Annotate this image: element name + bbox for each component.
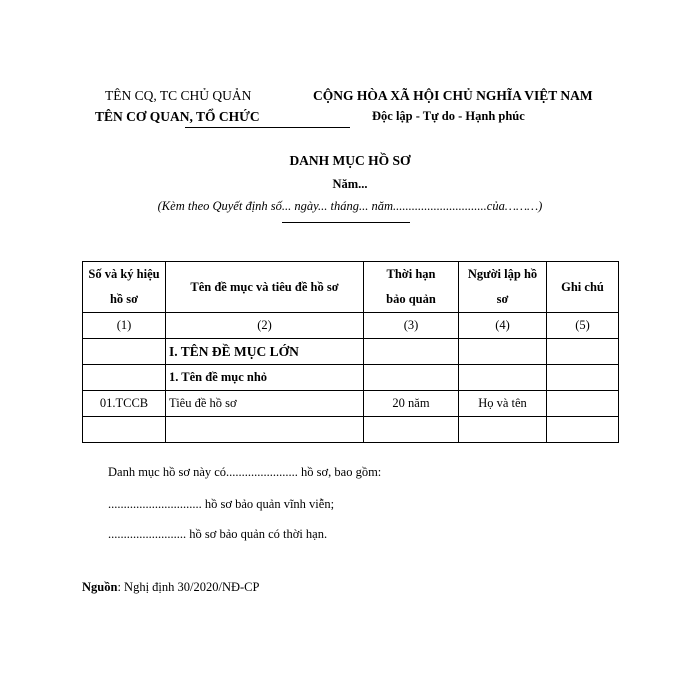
- table-row: [83, 417, 619, 443]
- agency-underline: [185, 127, 350, 128]
- summary-total: Danh mục hồ sơ này có....................... hồ sơ, bao gồm:: [108, 465, 382, 479]
- table-cell: [83, 417, 166, 443]
- table-cell: 20 năm: [364, 391, 459, 417]
- table-cell: [459, 417, 547, 443]
- national-motto: Độc lập - Tự do - Hạnh phúc: [372, 109, 525, 123]
- table-cell: [547, 391, 619, 417]
- column-number: (2): [166, 313, 364, 339]
- column-number: (4): [459, 313, 547, 339]
- source-text: : Nghị định 30/2020/NĐ-CP: [117, 580, 260, 594]
- table-row: [83, 339, 619, 365]
- summary-limited: ......................... hồ sơ bảo quản có thời hạn.: [108, 527, 328, 541]
- records-table: [82, 261, 619, 443]
- header-cell: Thời hạn bảo quản: [364, 262, 459, 313]
- table-cell: 01.TCCB: [83, 391, 166, 417]
- attached-decision: (Kèm theo Quyết định số... ngày... tháng... năm..............................của………): [157, 199, 543, 213]
- table-header-row: [83, 262, 619, 313]
- source-label: Nguồn: [82, 580, 118, 594]
- table-cell: [459, 339, 547, 365]
- header-cell: Số và ký hiệu hồ sơ: [83, 262, 166, 313]
- table-cell: [364, 417, 459, 443]
- table-cell: Tiêu đề hồ sơ: [166, 391, 364, 417]
- summary-permanent: .............................. hồ sơ bảo quản vĩnh viễn;: [108, 497, 335, 511]
- table-cell: [364, 365, 459, 391]
- table-cell: [547, 417, 619, 443]
- header-cell: Tên đề mục và tiêu đề hồ sơ: [166, 262, 364, 313]
- column-number: (3): [364, 313, 459, 339]
- table-cell: [364, 339, 459, 365]
- table-cell: [547, 365, 619, 391]
- column-number: (1): [83, 313, 166, 339]
- table-cell: [459, 365, 547, 391]
- column-number: (5): [547, 313, 619, 339]
- header-cell: Ghi chú: [547, 262, 619, 313]
- table-cell: [547, 339, 619, 365]
- document-year: Năm...: [332, 177, 368, 191]
- table-cell: [83, 339, 166, 365]
- table-cell: I. TÊN ĐỀ MỤC LỚN: [166, 339, 364, 365]
- table-cell: 1. Tên đề mục nhỏ: [166, 365, 364, 391]
- title-underline: [282, 222, 410, 223]
- agency-name: TÊN CƠ QUAN, TỔ CHỨC: [95, 109, 260, 124]
- table-row: [83, 365, 619, 391]
- source-note: [82, 580, 259, 595]
- table-cell: [83, 365, 166, 391]
- table-cell: Họ và tên: [459, 391, 547, 417]
- table-row: [83, 391, 619, 417]
- document-title: DANH MỤC HỒ SƠ: [289, 153, 411, 168]
- header-cell: Người lập hồ sơ: [459, 262, 547, 313]
- country-name: CỘNG HÒA XÃ HỘI CHỦ NGHĨA VIỆT NAM: [313, 88, 593, 103]
- table-cell: [166, 417, 364, 443]
- column-number-row: [83, 313, 619, 339]
- parent-agency-name: TÊN CQ, TC CHỦ QUẢN: [105, 88, 252, 103]
